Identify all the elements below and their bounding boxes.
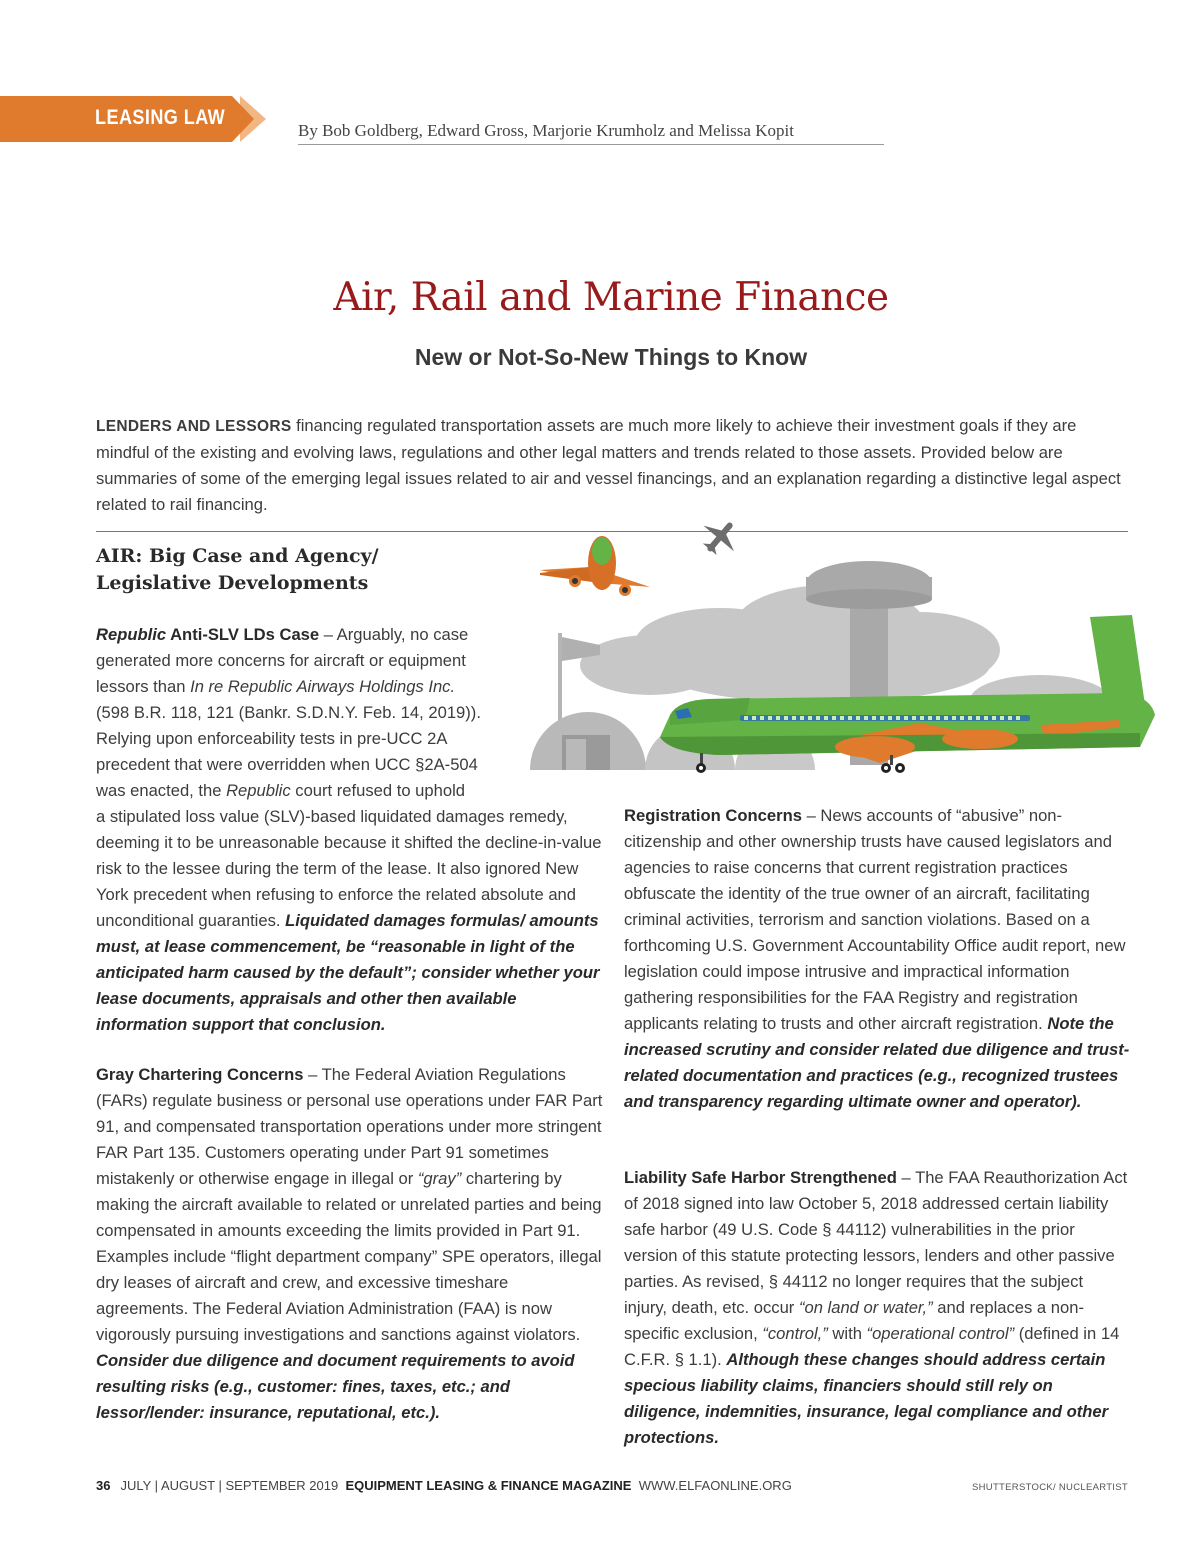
republic-case-paragraph xyxy=(96,622,606,1038)
gray-chartering-paragraph xyxy=(96,1062,604,1426)
section-heading-line1: AIR: Big Case and Agency/ xyxy=(96,545,379,567)
gray-body-2: chartering by making the aircraft available to related or unrelated parties and being compensated in amounts exceeding the limits provided in Part 91. Examples include “flight department company” SPE operators, illegal dry leases of aircraft and crew, and excessive timeshare agreements. The Federal Aviation Administration (FAA) is now vigorously pursuing investigations and sanctions against violators. xyxy=(96,1169,602,1344)
republic-head-italic: Republic xyxy=(96,625,167,644)
republic-court-italic: Republic xyxy=(226,781,291,800)
intro-paragraph xyxy=(96,413,1126,518)
republic-line-7: was enacted, the xyxy=(96,781,227,800)
republic-line-1: – Arguably, no case xyxy=(319,625,469,644)
republic-line-6: precedent that were overridden when UCC §2A-504 xyxy=(96,755,478,774)
page-footer xyxy=(96,1478,792,1493)
liability-takeaway: Although these changes should address certain specious liability claims, financiers should still rely on diligence, indemnities, insurance, legal compliance and other protections. xyxy=(624,1350,1109,1447)
article-subtitle: New or Not-So-New Things to Know xyxy=(414,344,808,370)
byline: By Bob Goldberg, Edward Gross, Marjorie Krumholz and Melissa Kopit xyxy=(298,121,884,145)
registration-head: Registration Concerns xyxy=(624,806,802,825)
republic-head-rest: Anti-SLV LDs Case xyxy=(166,625,320,644)
republic-takeaway: Liquidated damages formulas/ amounts must, at lease commencement, be “reasonable in light of the anticipated harm caused by the default”; consider whether your lease documents, appraisals and other then available information support that conclusion. xyxy=(96,911,600,1034)
liability-body-4: (defined in 14 C.F.R. § 1.1). xyxy=(624,1324,1120,1369)
issue-date: JULY | AUGUST | SEPTEMBER 2019 xyxy=(120,1478,339,1493)
page-number: 36 xyxy=(96,1478,111,1493)
republic-case-name: In re Republic Airways Holdings Inc. xyxy=(190,677,456,696)
flying-plane-icon xyxy=(540,536,650,596)
section-tab-tip xyxy=(232,96,254,142)
registration-paragraph xyxy=(624,803,1130,1115)
section-heading-line2: Legislative Developments xyxy=(96,572,369,594)
intro-body: financing regulated transportation assets are much more likely to achieve their investment goals if they are mindful of the existing and evolving laws, regulations and other legal matters and trends related to those assets. Provided below are summaries of some of the emerging legal issues related to air and vessel financings, and an explanation regarding a distinctive legal aspect related to rail financing. xyxy=(96,416,1121,514)
liability-body-1: – The FAA Reauthorization Act of 2018 signed into law October 5, 2018 addressed certain liability safe harbor (49 U.S. Code § 44112) vulnerabilities in the prior version of this statute protecting lessors, lenders and other passive parties. As revised, § 44112 no longer requires that the subject injury, death, etc. occur xyxy=(624,1168,1128,1317)
liability-quote-2: “control,” xyxy=(762,1324,828,1343)
republic-line-4: (598 B.R. 118, 121 (Bankr. S.D.N.Y. Feb. 14, 2019)). xyxy=(96,703,481,722)
republic-line-3: lessors than xyxy=(96,677,191,696)
magazine-name: EQUIPMENT LEASING & FINANCE MAGAZINE xyxy=(345,1478,632,1493)
aviation-illustration xyxy=(520,515,1160,790)
gray-head: Gray Chartering Concerns xyxy=(96,1065,304,1084)
intro-lead: LENDERS AND LESSORS xyxy=(96,418,292,435)
liability-paragraph xyxy=(624,1165,1130,1451)
article-title: Air, Rail and Marine Finance xyxy=(333,275,889,320)
liability-head: Liability Safe Harbor Strengthened xyxy=(624,1168,897,1187)
liability-body-2: and replaces a non-specific exclusion, xyxy=(624,1298,1084,1343)
liability-quote-3: “operational control” xyxy=(866,1324,1015,1343)
photo-credit: SHUTTERSTOCK/ NUCLEARTIST xyxy=(971,1482,1128,1493)
registration-body: – News accounts of “abusive” non-citizenship and other ownership trusts have caused legislators and agencies to raise concerns that current registration practices obfuscate the identity of the true owner of an aircraft, facilitating criminal activities, terrorism and sanction violations. Based on a forthcoming U.S. Government Accountability Office audit report, new legislation could impose intrusive and impractical information gathering responsibilities for the FAA Registry and registration applicants relating to trusts and other aircraft registration. xyxy=(624,806,1126,1033)
republic-body: a stipulated loss value (SLV)-based liquidated damages remedy, deeming it to be unreasonable because it shifted the decline-in-value risk to the lessee during the term of the lease. It also ignored New York precedent when refusing to enforce the related absolute and unconditional guaranties. xyxy=(96,807,602,930)
republic-court-rest: court refused to uphold xyxy=(290,781,466,800)
gray-takeaway: Consider due diligence and document requirements to avoid resulting risks (e.g., customer: fines, taxes, etc.; and lessor/lender: insurance, reputational, etc.). xyxy=(96,1351,575,1422)
gray-word: “gray” xyxy=(417,1169,462,1188)
liability-quote-1: “on land or water,” xyxy=(798,1298,933,1317)
republic-line-5: Relying upon enforceability tests in pre-UCC 2A xyxy=(96,729,448,748)
section-heading-air xyxy=(96,543,476,597)
section-tab-label: LEASING LAW xyxy=(95,106,226,129)
liability-body-3: with xyxy=(827,1324,867,1343)
registration-takeaway: Note the increased scrutiny and consider related due diligence and trust-related documentation and practices (e.g., recognized trustees and transparency regarding ultimate owner and operator). xyxy=(624,1014,1130,1111)
small-plane-icon xyxy=(693,515,747,564)
website-link[interactable]: WWW.ELFAONLINE.ORG xyxy=(638,1478,792,1493)
gray-body-1: – The Federal Aviation Regulations (FARs) regulate business or personal use operations under FAR Part 91, and compensated transportation operations under more stringent FAR Part 135. Customers operating under Part 91 sometimes mistakenly or otherwise engage in illegal or xyxy=(96,1065,603,1188)
republic-line-2: generated more concerns for aircraft or equipment xyxy=(96,651,466,670)
